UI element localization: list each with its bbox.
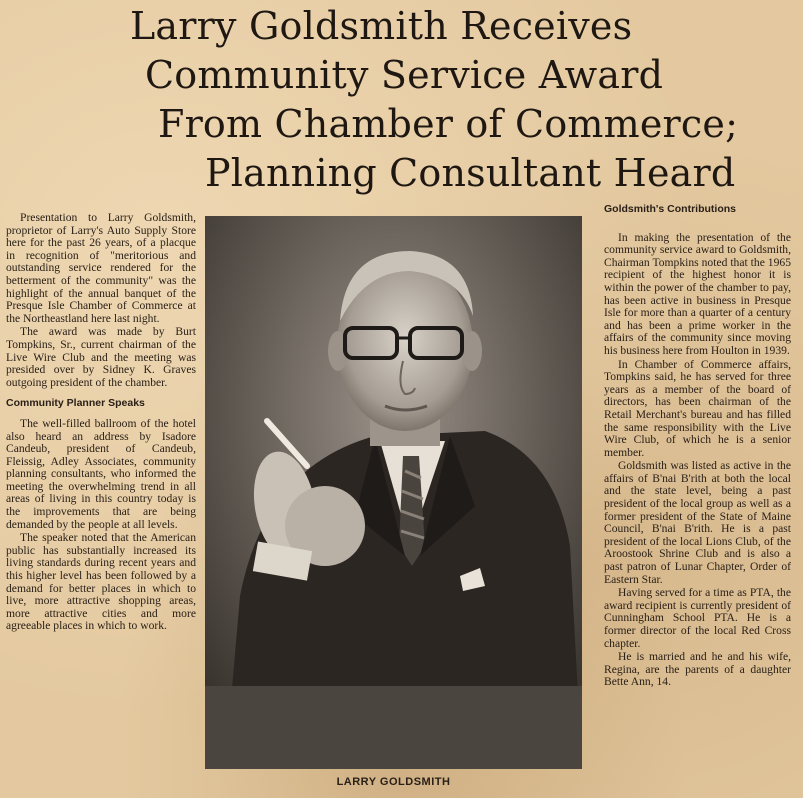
left-paragraph-2: The award was made by Burt Tompkins, Sr., current chairman of the Live Wire Club and the meeting was presided over by Sidney K. Graves outgoing president of the chamber. [6,325,196,389]
right-paragraph-4: Having served for a time as PTA, the award recipient is currently president of Cunningham School PTA. He is a former director of the local Red Cross chapter. [604,586,791,650]
left-paragraph-1: Presentation to Larry Goldsmith, proprietor of Larry's Auto Supply Store here for the past 26 years, of a placque in recognition of "meritorious and outstanding service rendered for the betterment of the community" was the highlight of the annual banquet of the Presque Isle Chamber of Commerce at the Northeastland here last night. [6,211,196,325]
portrait-illustration [205,216,582,769]
headline-line-4: Planning Consultant Heard [205,151,736,195]
left-paragraph-3: The well-filled ballroom of the hotel also heard an address by Isadore Candeub, president of Candeub, Fleissig, Adley Associates, community planning consultants, who informed the meeting the overwhelming trend in all areas of living in this country today is the improvements that are being demanded by the people at all levels. [6,416,196,531]
headline-line-2: Community Service Award [145,53,664,97]
left-paragraph-4: The speaker noted that the American public has substantially increased its living standards during recent years and this higher level has been followed by a demand for better places in which to live, more attractive shopping areas, more attractive cities and more agreeable places in which to work. [6,531,196,633]
headline-line-1: Larry Goldsmith Receives [130,4,633,48]
right-paragraph-3: Goldsmith was listed as active in the affairs of B'nai B'rith at both the local and the state level, being a past president of the local group as well as a former president of the State of Maine Council, B'nai B'rith. He is a past president of the local Lions Club, of the Aroostook Shrine Club and is also a past patron of Lunar Chapter, Order of Eastern Star. [604,459,791,586]
headline [100,2,740,198]
right-paragraph-1: In making the presentation of the community service award to Goldsmith, Chairman Tompkins noted that the 1965 recipient of the highest honor it is within the power of the chamber to pay, has been active in business in Presque Isle for more than a quarter of a century and has been a prime worker in the affairs of the community since moving his business here from Houlton in 1939. [604,230,791,357]
right-paragraph-5: He is married and he and his wife, Regina, are the parents of a daughter Bette Ann, 14. [604,650,791,689]
headline-line-3: From Chamber of Commerce; [158,102,739,146]
photo-caption: LARRY GOLDSMITH [336,776,451,788]
right-paragraph-2: In Chamber of Commerce affairs, Tompkins said, he has served for three years as a member of the board of directors, has been chairman of the Retail Merchant's bureau and has filled the same responsibility with the Live Wire Club, of which he is a senior member. [604,357,791,459]
right-subhead: Goldsmith's Contributions [604,203,736,215]
portrait-photo [205,216,582,769]
left-article-column [6,212,196,634]
right-article-column [604,203,791,690]
left-subhead: Community Planner Speaks [6,397,145,410]
